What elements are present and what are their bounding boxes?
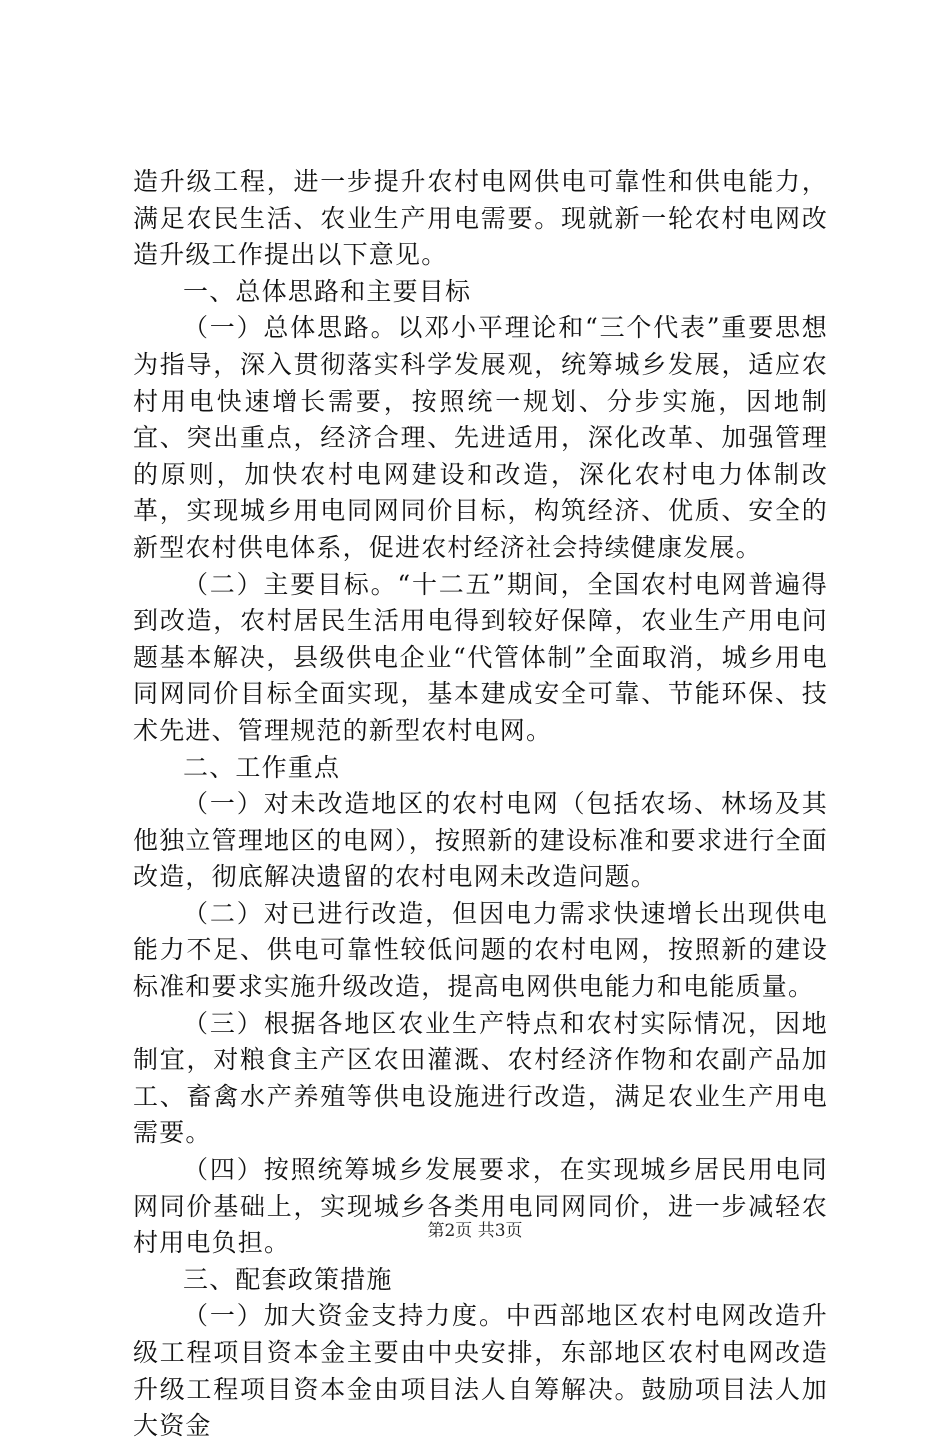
- document-body: [133, 164, 828, 1445]
- paragraph-focus-4: （四）按照统筹城乡发展要求，在实现城乡居民用电同网同价基础上，实现城乡各类用电同网同价，进一步减轻农村用电负担。: [133, 1155, 828, 1258]
- paragraph-main-goals: （二）主要目标。“十二五”期间，全国农村电网普遍得到改造，农村居民生活用电得到较好保障，农业生产用电问题基本解决，县级供电企业“代管体制”全面取消，城乡用电同网同价目标全面实现，基本建成安全可靠、节能环保、技术先进、管理规范的新型农村电网。: [133, 569, 828, 745]
- section-heading-1: 一、总体思路和主要目标: [183, 276, 472, 306]
- paragraph-focus-1: （一）对未改造地区的农村电网（包括农场、林场及其他独立管理地区的电网），按照新的建设标准和要求进行全面改造，彻底解决遗留的农村电网未改造问题。: [133, 789, 828, 892]
- page-footer: 第2页 共3页: [427, 1221, 523, 1241]
- paragraph-policy-1: （一）加大资金支持力度。中西部地区农村电网改造升级工程项目资本金主要由中央安排，东部地区农村电网改造升级工程项目资本金由项目法人自筹解决。鼓励项目法人加大资金: [133, 1301, 828, 1441]
- paragraph-continuation: 造升级工程，进一步提升农村电网供电可靠性和供电能力，满足农民生活、农业生产用电需要。现就新一轮农村电网改造升级工作提出以下意见。: [133, 167, 828, 270]
- section-heading-3: 三、配套政策措施: [183, 1264, 393, 1294]
- paragraph-focus-2: （二）对已进行改造，但因电力需求快速增长出现供电能力不足、供电可靠性较低问题的农村电网，按照新的建设标准和要求实施升级改造，提高电网供电能力和电能质量。: [133, 898, 828, 1002]
- section-heading-2: 二、工作重点: [183, 752, 341, 782]
- paragraph-overall-approach: （一）总体思路。以邓小平理论和“三个代表”重要思想为指导，深入贯彻落实科学发展观，统筹城乡发展，适应农村用电快速增长需要，按照统一规划、分步实施，因地制宜、突出重点，经济合理、先进适用，深化改革、加强管理的原则，加快农村电网建设和改造，深化农村电力体制改革，实现城乡用电同网同价目标，构筑经济、优质、安全的新型农村供电体系，促进农村经济社会持续健康发展。: [133, 313, 828, 562]
- paragraph-focus-3: （三）根据各地区农业生产特点和农村实际情况，因地制宜，对粮食主产区农田灌溉、农村经济作物和农副产品加工、畜禽水产养殖等供电设施进行改造，满足农业生产用电需要。: [133, 1008, 828, 1148]
